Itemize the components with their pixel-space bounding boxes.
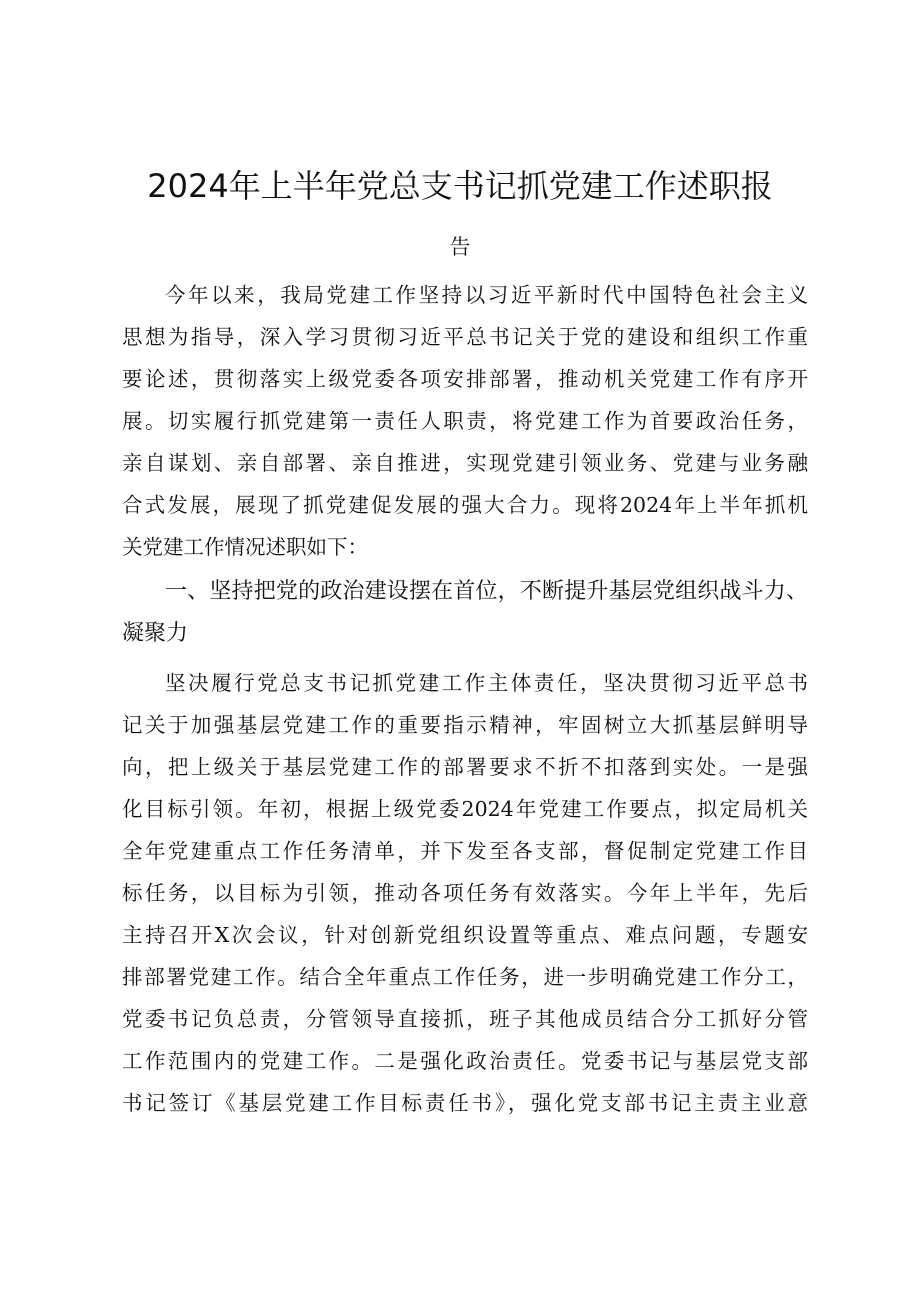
document-title-continuation: 告: [449, 235, 471, 259]
intro-line: 合式发展，展现了抓党建促发展的强大合力。现将2024年上半年抓机: [122, 493, 808, 517]
body-line: 向，把上级关于基层党建工作的部署要求不折不扣落到实处。一是强: [122, 755, 808, 779]
document-title: 2024年上半年党总支书记抓党建工作述职报: [147, 167, 773, 205]
body-line: 排部署党建工作。结合全年重点工作任务，进一步明确党建工作分工，: [122, 965, 808, 989]
intro-line: 今年以来，我局党建工作坚持以习近平新时代中国特色社会主义: [165, 283, 808, 307]
section-heading-line: 一、坚持把党的政治建设摆在首位，不断提升基层党组织战斗力、: [165, 579, 808, 604]
body-line: 工作范围内的党建工作。二是强化政治责任。党委书记与基层党支部: [122, 1049, 808, 1073]
intro-line: 要论述，贯彻落实上级党委各项安排部署，推动机关党建工作有序开: [122, 367, 808, 391]
body-line: 坚决履行党总支书记抓党建工作主体责任，坚决贯彻习近平总书: [165, 671, 808, 695]
body-line: 全年党建重点工作任务清单，并下发至各支部，督促制定党建工作目: [122, 839, 808, 863]
intro-line: 关党建工作情况述职如下：: [122, 535, 368, 559]
body-line: 记关于加强基层党建工作的重要指示精神，牢固树立大抓基层鲜明导: [122, 713, 808, 737]
body-line: 书记签订《基层党建工作目标责任书》，强化党支部书记主责主业意: [122, 1091, 808, 1115]
body-line: 主持召开X次会议，针对创新党组织设置等重点、难点问题，专题安: [122, 923, 808, 947]
intro-line: 思想为指导，深入学习贯彻习近平总书记关于党的建设和组织工作重: [122, 325, 808, 349]
section-heading-line: 凝聚力: [122, 621, 189, 646]
intro-line: 展。切实履行抓党建第一责任人职责，将党建工作为首要政治任务，: [122, 409, 808, 433]
body-line: 化目标引领。年初，根据上级党委2024年党建工作要点，拟定局机关: [122, 797, 808, 821]
body-line: 党委书记负总责，分管领导直接抓，班子其他成员结合分工抓好分管: [122, 1007, 808, 1031]
body-line: 标任务，以目标为引领，推动各项任务有效落实。今年上半年，先后: [122, 881, 808, 905]
intro-line: 亲自谋划、亲自部署、亲自推进，实现党建引领业务、党建与业务融: [122, 451, 808, 475]
